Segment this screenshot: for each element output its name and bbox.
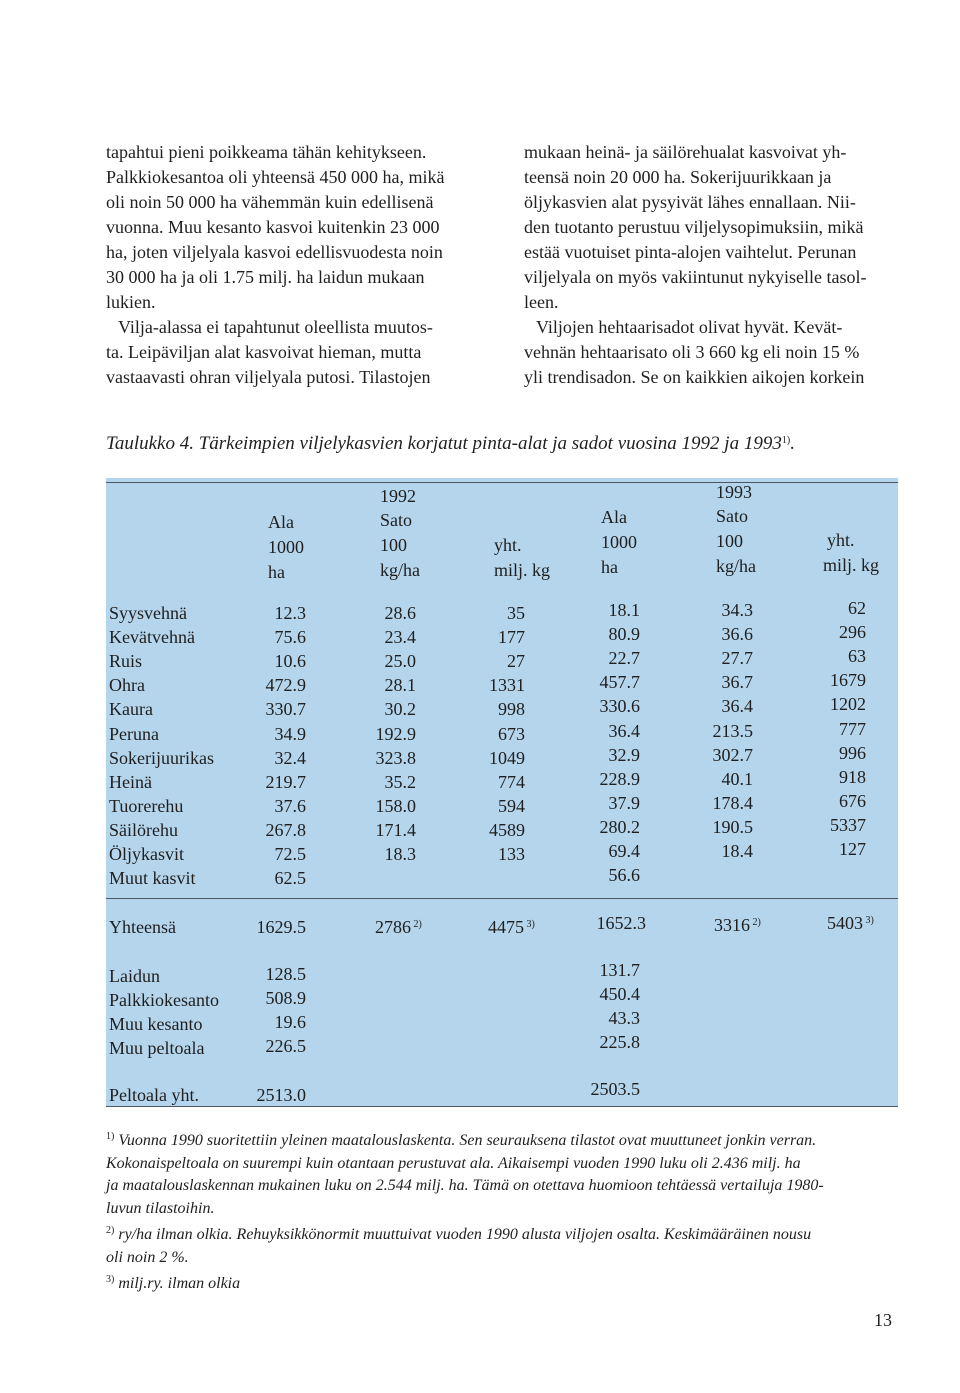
body-text-line: vastaavasti ohran viljelyala putosi. Tilastojen — [106, 367, 431, 387]
total-1993-cell: 1202 — [830, 694, 866, 715]
body-text-line: leen. — [524, 292, 559, 312]
yield-1993-cell: 36.7 — [721, 672, 753, 693]
area-1992-cell: 19.6 — [274, 1012, 306, 1032]
area-1993-cell: 225.8 — [599, 1032, 640, 1052]
total-row-label: Yhteensä — [109, 917, 176, 937]
yield-1993-cell: 18.4 — [721, 841, 753, 861]
total-1993-cell: 777 — [839, 718, 866, 739]
body-text-line: den tuotanto perustuu viljelysopimuksiin, mikä — [524, 217, 864, 237]
body-text-left-column — [106, 140, 486, 390]
footnote-line: $^{1)}$ Vuonna 1990 suoritettiin yleinen maatalouslaskenta. Sen seurauksena tilastot ovat muuttuneet jonkin verran. — [106, 1131, 817, 1149]
body-text-line: ta. Leipäviljan alat kasvoivat hieman, mutta — [106, 342, 422, 362]
body-text-line: yli trendisadon. Se on kaikkien aikojen korkein — [524, 367, 865, 387]
header-area-1993: ha — [601, 557, 618, 577]
year-1992-label: 1992 — [380, 486, 416, 506]
header-yield-1993: kg/ha — [716, 556, 756, 576]
body-text-line: oli noin 50 000 ha vähemmän kuin edellisenä — [106, 192, 434, 212]
footnote-line: $^{3)}$ milj.ry. ilman olkia — [106, 1274, 241, 1292]
total-1992-cell: 177 — [498, 627, 525, 648]
crop-name: Peruna — [109, 723, 159, 744]
table-rule — [106, 898, 898, 899]
table-caption-note: 1) — [781, 435, 791, 446]
area-1992-cell: 34.9 — [274, 723, 306, 744]
total-1992-cell: 774 — [498, 771, 525, 792]
area-1993-cell: 36.4 — [608, 720, 640, 741]
total-1993-total: 5403 $^{3)}$ — [827, 913, 874, 933]
header-area-1993: Ala — [601, 507, 627, 527]
yield-1992-cell: 23.4 — [384, 627, 416, 648]
yield-1992-cell: 192.9 — [375, 723, 416, 744]
total-1992-cell: 4589 — [489, 819, 525, 840]
area-1992-cell: 472.9 — [265, 675, 306, 696]
area-1992-total: 1629.5 — [256, 917, 306, 937]
total-1993-cell: 63 — [848, 646, 866, 667]
total-1992-cell: 35 — [507, 603, 525, 623]
area-1993-total: 1652.3 — [596, 913, 646, 933]
area-1992-cell: 330.7 — [265, 699, 306, 720]
body-text-right-column — [524, 140, 896, 390]
yield-1993-cell: 36.6 — [721, 624, 753, 645]
field-total-1993: 2503.5 — [590, 1079, 640, 1099]
area-1993-cell: 80.9 — [608, 624, 640, 645]
area-1992-cell: 128.5 — [265, 964, 306, 984]
table-caption-text: Tärkeimpien viljelykasvien korjatut pinta-alat ja sadot vuosina 1992 ja 1993 — [198, 433, 782, 454]
body-text-line: vehnän hehtaarisato oli 3 660 kg eli noin 15 % — [524, 342, 860, 362]
field-total-label: Peltoala yht. — [109, 1085, 199, 1105]
area-1992-cell: 12.3 — [274, 603, 306, 623]
area-1992-cell: 10.6 — [274, 651, 306, 672]
crop-name: Kaura — [109, 699, 153, 720]
crop-name: Tuorerehu — [109, 795, 184, 816]
area-1993-cell: 69.4 — [608, 841, 640, 861]
area-1992-cell: 226.5 — [265, 1036, 306, 1056]
body-text-line: öljykasvien alat pysyivät lähes ennallaan. Nii- — [524, 192, 856, 212]
area-1993-cell: 56.6 — [608, 865, 640, 886]
body-text-line: lukien. — [106, 292, 156, 312]
body-text-line: teensä noin 20 000 ha. Sokerijuurikkaan ja — [524, 167, 832, 187]
header-total-1992: yht. — [494, 535, 522, 555]
area-1993-cell: 131.7 — [599, 960, 640, 980]
yield-1992-cell: 30.2 — [384, 699, 416, 720]
year-1993-label: 1993 — [716, 482, 752, 502]
crop-name: Ohra — [109, 675, 145, 696]
total-1993-cell: 996 — [839, 742, 866, 763]
footnote-line: ja maatalouslaskennan mukainen luku on 2.544 milj. ha. Tämä on otettava huomioon tehtäessä vertailuja 1980- — [106, 1177, 824, 1194]
header-area-1992: ha — [268, 562, 285, 582]
body-text-line: Palkkiokesantoa oli yhteensä 450 000 ha, mikä — [106, 167, 445, 187]
area-1992-cell: 267.8 — [265, 819, 306, 840]
area-1992-cell: 37.6 — [274, 795, 306, 816]
other-land-name: Muu peltoala — [109, 1038, 205, 1058]
body-text-line: estää vuotuiset pinta-alojen vaihtelut. Perunan — [524, 242, 857, 262]
other-land-name: Laidun — [109, 966, 160, 986]
total-1993-cell: 5337 — [830, 814, 866, 835]
yield-1992-cell: 323.8 — [375, 747, 416, 768]
crop-name: Säilörehu — [109, 819, 178, 840]
total-1992-cell: 1331 — [489, 675, 525, 696]
body-text-line: ha, joten viljelyala kasvoi edellisvuodesta noin — [106, 242, 443, 262]
yield-1992-cell: 25.0 — [384, 651, 416, 672]
table-rule — [106, 482, 898, 483]
area-1992-cell: 75.6 — [274, 627, 306, 648]
header-total-1992: milj. kg — [494, 560, 551, 580]
area-1993-cell: 280.2 — [599, 816, 640, 837]
header-yield-1992: kg/ha — [380, 560, 420, 580]
footnotes — [106, 1126, 906, 1296]
total-1992-cell: 673 — [498, 723, 525, 744]
area-1992-cell: 219.7 — [265, 771, 306, 792]
body-text-line: Viljojen hehtaarisadot olivat hyvät. Kevät- — [536, 317, 843, 337]
yield-1992-cell: 28.1 — [384, 675, 416, 696]
total-1992-cell: 27 — [507, 651, 525, 672]
header-area-1992: Ala — [268, 512, 294, 532]
body-text-line: 30 000 ha ja oli 1.75 milj. ha laidun mukaan — [106, 267, 425, 287]
yield-1993-cell: 213.5 — [712, 720, 753, 741]
footnote-mark: 3) — [106, 1274, 115, 1285]
area-1993-cell: 37.9 — [608, 792, 640, 813]
total-1993-cell: 676 — [839, 790, 866, 811]
header-total-1993: milj. kg — [823, 555, 880, 575]
body-text-line: viljelyala on myös vakiintunut nykyiselle tasol- — [524, 267, 867, 287]
yield-1993-cell: 302.7 — [712, 744, 753, 765]
yield-1993-cell: 34.3 — [721, 600, 753, 620]
header-area-1993: 1000 — [601, 532, 637, 552]
footnote-line: oli noin 2 %. — [106, 1248, 189, 1266]
area-1993-cell: 457.7 — [599, 672, 640, 693]
total-1992-cell: 998 — [498, 699, 525, 720]
header-yield-1992: 100 — [380, 535, 407, 555]
crop-name: Heinä — [109, 771, 152, 792]
body-text-line: vuonna. Muu kesanto kasvoi kuitenkin 23 000 — [106, 217, 440, 237]
total-1993-cell: 1679 — [830, 670, 866, 691]
header-yield-1993: 100 — [716, 531, 743, 551]
yield-1992-total: 2786 $^{2)}$ — [375, 917, 422, 937]
body-text-line: tapahtui pieni poikkeama tähän kehitykseen. — [106, 142, 427, 162]
area-1992-cell: 62.5 — [274, 868, 306, 889]
total-1992-cell: 133 — [498, 844, 525, 864]
header-yield-1992: Sato — [380, 510, 413, 530]
total-1993-cell: 127 — [839, 839, 866, 859]
area-1992-cell: 508.9 — [265, 988, 306, 1008]
table-rule — [106, 1106, 898, 1107]
total-1993-cell: 62 — [848, 598, 866, 618]
area-1993-cell: 228.9 — [599, 768, 640, 789]
crop-name: Sokerijuurikas — [109, 747, 214, 768]
yield-1993-total: 3316 $^{2)}$ — [714, 915, 761, 935]
area-1993-cell: 450.4 — [599, 984, 640, 1004]
yield-1992-cell: 18.3 — [384, 844, 416, 864]
crop-name: Ruis — [109, 651, 143, 672]
page-number: 13 — [874, 1310, 892, 1330]
total-1993-cell: 918 — [839, 766, 866, 787]
header-total-1993: yht. — [827, 530, 855, 550]
yield-1993-cell: 190.5 — [712, 816, 753, 837]
field-total-1992: 2513.0 — [256, 1085, 306, 1105]
table-caption: Taulukko 4. Tärkeimpien viljelykasvien korjatut pinta-alat ja sadot vuosina 1992 ja 1993$^{1)}$. — [106, 433, 795, 454]
footnote-mark: 1) — [106, 1131, 115, 1142]
footnote-line: Kokonaispeltoala on suurempi kuin otantaan perustuvat ala. Aikaisempi vuoden 1990 luku oli 2.436 milj. ha — [106, 1154, 801, 1172]
yield-1992-cell: 35.2 — [384, 771, 416, 792]
crop-name: Syysvehnä — [109, 603, 187, 623]
header-yield-1993: Sato — [716, 506, 749, 526]
table-caption-label: Taulukko 4. — [106, 433, 194, 454]
total-1992-total: 4475 $^{3)}$ — [488, 917, 535, 937]
yield-1992-cell: 158.0 — [375, 795, 416, 816]
body-text-line: mukaan heinä- ja säilörehualat kasvoivat yh- — [524, 142, 847, 162]
other-land-name: Muu kesanto — [109, 1014, 203, 1034]
yield-1993-cell: 178.4 — [712, 792, 753, 813]
footnote-line: luvun tilastoihin. — [106, 1199, 215, 1217]
area-1993-cell: 330.6 — [599, 696, 640, 717]
other-land-name: Palkkiokesanto — [109, 990, 219, 1010]
area-1993-cell: 18.1 — [608, 600, 640, 620]
area-1992-cell: 32.4 — [274, 747, 306, 768]
yield-1993-cell: 27.7 — [721, 648, 753, 669]
yield-1992-cell: 28.6 — [384, 603, 416, 623]
yield-1993-cell: 40.1 — [721, 768, 753, 789]
area-1993-cell: 32.9 — [608, 744, 640, 765]
footnote-mark: 2) — [106, 1225, 115, 1236]
crop-name: Muut kasvit — [109, 868, 196, 889]
total-1992-cell: 1049 — [489, 747, 525, 768]
area-1993-cell: 22.7 — [608, 648, 640, 669]
footnote-line: $^{2)}$ ry/ha ilman olkia. Rehuyksikkönormit muuttuivat vuoden 1990 alusta viljojen osalta. Keskimääräinen nousu — [106, 1225, 812, 1243]
area-1992-cell: 72.5 — [274, 844, 306, 864]
total-1992-cell: 594 — [498, 795, 525, 816]
yield-1993-cell: 36.4 — [721, 696, 753, 717]
yield-1992-cell: 171.4 — [375, 819, 416, 840]
total-1993-cell: 296 — [839, 622, 866, 643]
body-text-line: Vilja-alassa ei tapahtunut oleellista muutos- — [118, 317, 433, 337]
header-area-1992: 1000 — [268, 537, 304, 557]
crop-name: Öljykasvit — [109, 844, 184, 864]
area-1993-cell: 43.3 — [608, 1008, 640, 1028]
crop-name: Kevätvehnä — [109, 627, 195, 648]
